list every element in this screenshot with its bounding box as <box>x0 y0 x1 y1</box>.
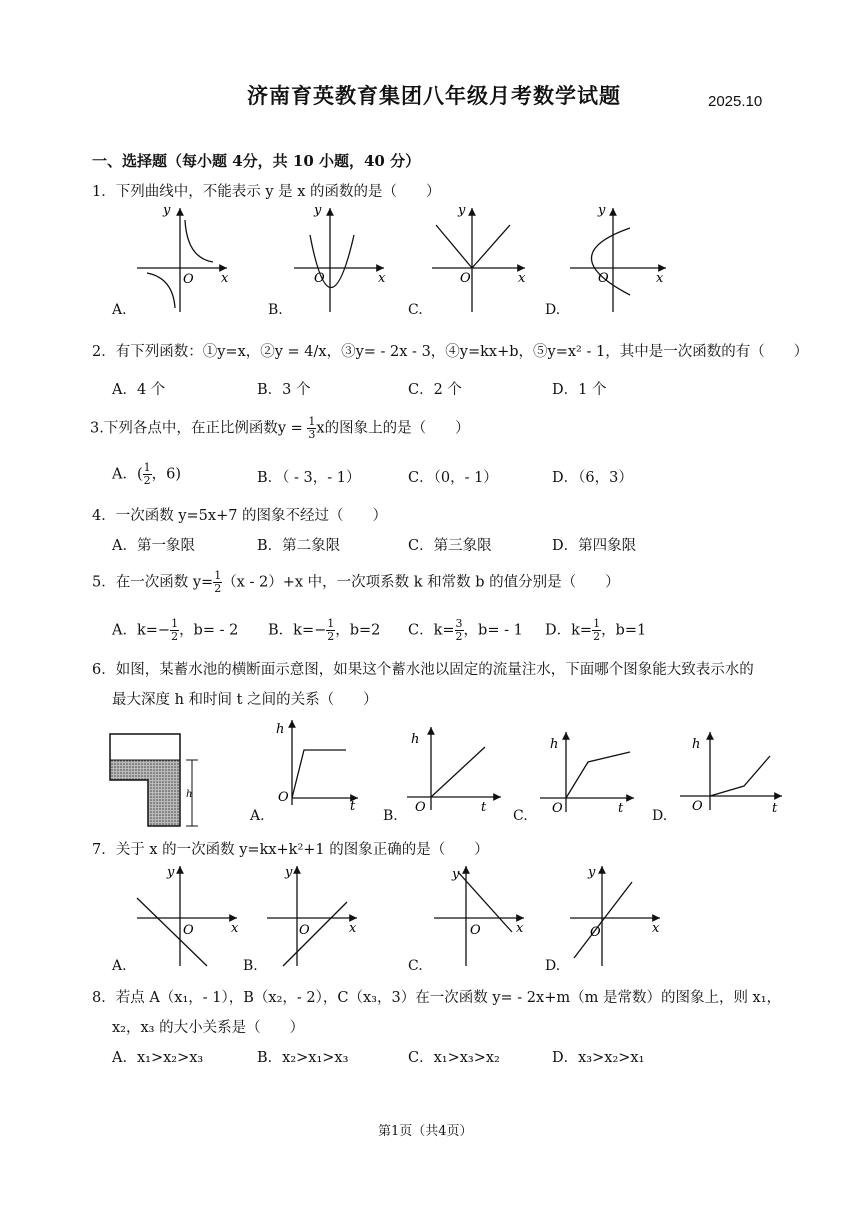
q8-option-a: A．x₁>x₂>x₃ <box>112 1050 204 1066</box>
q1-graph-a <box>135 200 235 315</box>
q7-graph-a <box>135 862 245 972</box>
q7-label-a: A. <box>112 958 127 974</box>
q3-fraction: $\frac{1}{3}$ <box>308 415 316 441</box>
exam-date: 2025.10 <box>708 93 763 110</box>
page-title: 济南育英教育集团八年级月考数学试题 <box>247 84 621 108</box>
q6c-t-label: t <box>618 801 624 816</box>
q1-graph-d <box>568 200 678 315</box>
q7c-x-label: x <box>516 921 524 936</box>
q6-graph-c <box>538 730 638 815</box>
q6d-h-label: h <box>692 737 701 752</box>
q3-stem-after: x的图象上的是（ ） <box>316 420 470 437</box>
q4-option-d: D．第四象限 <box>552 538 637 554</box>
section-heading: 一、选择题（每小题 4分，共 10 小题，40 分） <box>92 152 421 170</box>
q4-option-a: A．第一象限 <box>112 538 195 554</box>
q1c-x-label: x <box>518 271 526 286</box>
q6-graph-b <box>405 725 505 815</box>
q7-graph-d <box>568 862 668 972</box>
q2-option-d: D．1 个 <box>552 382 607 398</box>
q1-label-c: C. <box>408 302 423 318</box>
q6a-origin-label: O <box>278 790 289 805</box>
q2-option-c: C．2 个 <box>408 382 462 398</box>
q1d-y-label: y <box>598 203 606 218</box>
q1-graph-b <box>292 200 392 315</box>
reservoir-h-label: h <box>186 789 193 800</box>
q7b-x-label: x <box>349 921 357 936</box>
q5-option-b: B．k=− $\frac{1}{2}$ ，b=2 <box>268 617 381 643</box>
question-5-stem: 5．在一次函数 y= $\frac{1}{2}$ （x - 2）+x 中，一次项系数 k 和常数 b 的值分别是（ ） <box>92 569 620 595</box>
q5-option-a: A．k=− $\frac{1}{2}$ ，b= - 2 <box>112 617 239 643</box>
q3-option-a: A．( $\frac{1}{2}$ ，6) <box>112 461 182 487</box>
q1a-x-label: x <box>221 271 229 286</box>
q6-label-c: C. <box>513 808 528 824</box>
q6-label-b: B. <box>383 808 398 824</box>
q6b-origin-label: O <box>415 800 426 815</box>
q7d-y-label: y <box>588 865 596 880</box>
q1d-x-label: x <box>656 271 664 286</box>
q5-option-d: D．k= $\frac{1}{2}$ ，b=1 <box>545 617 647 643</box>
q7c-origin-label: O <box>470 923 481 938</box>
q2-option-b: B．3 个 <box>257 382 311 398</box>
q1-label-d: D. <box>545 302 561 318</box>
q7b-y-label: y <box>285 865 293 880</box>
q4-option-c: C．第三象限 <box>408 538 492 554</box>
q7c-y-label: y <box>452 867 460 882</box>
q5-option-c: C．k= $\frac{3}{2}$ ，b= - 1 <box>408 617 523 643</box>
q6a-h-label: h <box>276 722 285 737</box>
page-number: 第1页（共4页） <box>378 1124 473 1139</box>
q6-graph-d <box>678 730 788 815</box>
q6c-origin-label: O <box>552 801 563 816</box>
q3-option-d: D．（6，3） <box>552 470 633 486</box>
q7-graph-c <box>432 862 532 972</box>
q1b-origin-label: O <box>314 271 325 286</box>
q6b-h-label: h <box>411 732 420 747</box>
q1a-origin-label: O <box>183 272 194 287</box>
question-4-stem: 4．一次函数 y=5x+7 的图象不经过（ ） <box>92 508 388 524</box>
q8-option-d: D．x₃>x₂>x₁ <box>552 1050 645 1066</box>
q6d-origin-label: O <box>692 799 703 814</box>
q4-option-b: B．第二象限 <box>257 538 341 554</box>
q3-option-c: C．（0，- 1） <box>408 470 498 486</box>
q1a-y-label: y <box>163 203 171 218</box>
question-6-stem-line2: 最大深度 h 和时间 t 之间的关系（ ） <box>112 692 378 708</box>
question-8-stem-line1: 8．若点 A（x₁，- 1），B（x₂，- 2），C（x₃，3）在一次函数 y= - 2x+m（m 是常数）的图象上，则 x₁， <box>92 990 782 1006</box>
q1-label-a: A. <box>112 302 127 318</box>
q3-option-b: B．（ - 3，- 1） <box>257 470 361 486</box>
q7-graph-b <box>265 862 365 972</box>
q1b-y-label: y <box>314 203 322 218</box>
q2-option-a: A．4 个 <box>112 382 166 398</box>
q8-option-b: B．x₂>x₁>x₃ <box>257 1050 349 1066</box>
q7a-origin-label: O <box>183 923 194 938</box>
q6-graph-a <box>270 715 360 814</box>
q6-label-a: A. <box>250 808 265 824</box>
question-2-stem: 2．有下列函数：①y=x，②y = 4/x，③y= - 2x - 3，④y=kx+b，⑤y=x² - 1，其中是一次函数的有（ ） <box>92 344 809 360</box>
q7-label-b: B. <box>243 958 258 974</box>
q8-option-c: C．x₁>x₃>x₂ <box>408 1050 500 1066</box>
q1d-origin-label: O <box>598 271 609 286</box>
q3-stem-before: 3.下列各点中，在正比例函数 <box>90 420 278 437</box>
q6a-t-label: t <box>350 799 356 814</box>
q7d-x-label: x <box>652 921 660 936</box>
q7a-x-label: x <box>231 921 239 936</box>
q1b-x-label: x <box>378 271 386 286</box>
q6d-t-label: t <box>772 801 778 816</box>
q7a-y-label: y <box>167 865 175 880</box>
q1-label-b: B. <box>268 302 283 318</box>
question-3-stem <box>90 416 470 441</box>
q1-graph-c <box>430 200 540 315</box>
question-7-stem: 7．关于 x 的一次函数 y=kx+k²+1 的图象正确的是（ ） <box>92 842 489 858</box>
q6b-t-label: t <box>481 800 487 815</box>
q6c-h-label: h <box>550 737 559 752</box>
q7d-origin-label: O <box>590 925 601 940</box>
q3-stem-func: y = <box>277 420 303 437</box>
q7-label-c: C. <box>408 958 423 974</box>
reservoir-diagram <box>108 730 213 830</box>
q6-label-d: D. <box>652 808 668 824</box>
q7b-origin-label: O <box>299 923 310 938</box>
q1c-y-label: y <box>458 203 466 218</box>
question-1-stem: 1．下列曲线中，不能表示 y 是 x 的函数的是（ ） <box>92 184 441 200</box>
q1c-origin-label: O <box>460 271 471 286</box>
question-6-stem-line1: 6．如图，某蓄水池的横断面示意图，如果这个蓄水池以固定的流量注水，下面哪个图象能大致表示水的 <box>92 662 754 678</box>
question-8-stem-line2: x₂，x₃ 的大小关系是（ ） <box>112 1020 305 1036</box>
q7-label-d: D. <box>545 958 561 974</box>
